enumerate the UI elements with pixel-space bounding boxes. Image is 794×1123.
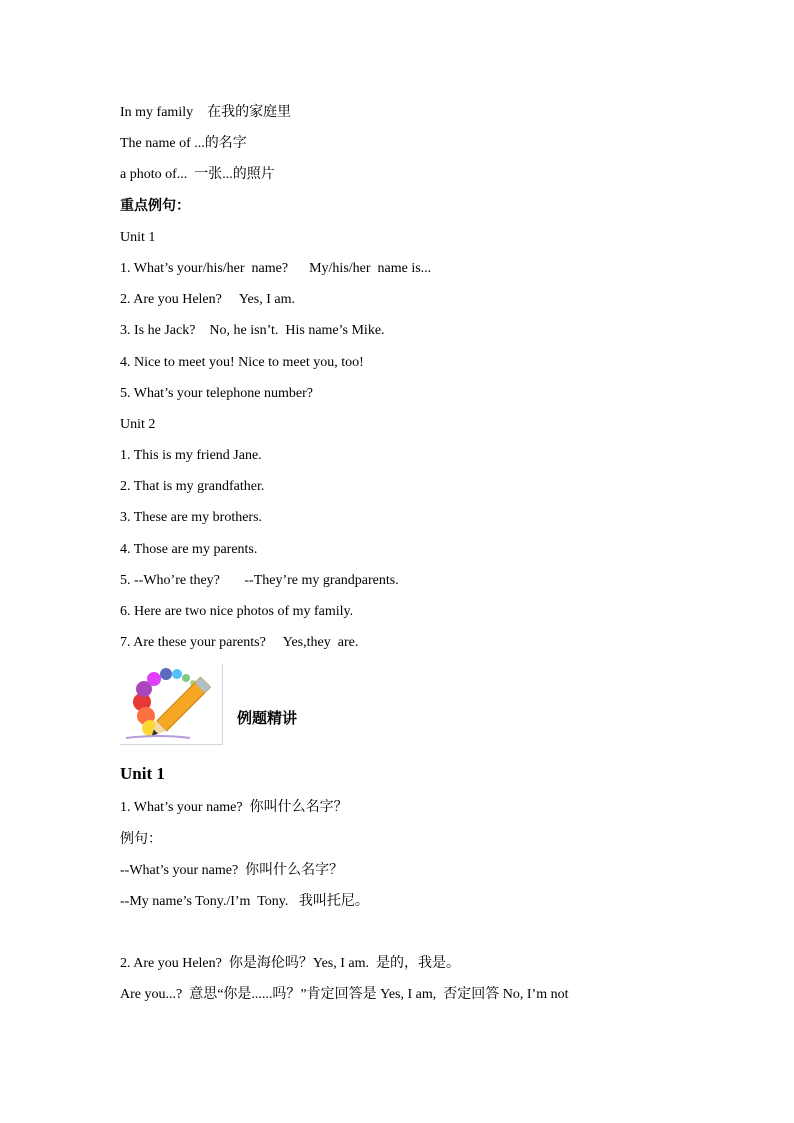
sentence: 5. --Who’re they? --They’re my grandparents. [120, 572, 399, 588]
sentence: 2. That is my grandfather. [120, 479, 265, 495]
intro-line: In my family 在我的家庭里 [120, 105, 292, 120]
sentence: 5. What’s your telephone number? [120, 385, 313, 401]
unit1-sentences [120, 253, 720, 409]
section-header [120, 664, 720, 752]
explanation-line: --What’s your name? 你叫什么名字？ [120, 862, 344, 878]
sentence: 3. Is he Jack? No, he isn’t. His name’s Mike. [120, 323, 385, 339]
unit1-label: Unit 1 [120, 229, 156, 245]
key-sentences-label: 重点例句： [120, 197, 190, 214]
intro-block [120, 97, 720, 191]
section-title: 例题精讲 [237, 709, 298, 728]
explanation-block-b [120, 948, 720, 1010]
sentence: 3. These are my brothers. [120, 510, 263, 526]
sentence: 6. Here are two nice photos of my family. [120, 604, 354, 619]
sentence: 4. Those are my parents. [120, 541, 258, 557]
intro-line: a photo of... 一张...的照片 [120, 167, 275, 183]
sentence: 4. Nice to meet you! Nice to meet you, too! [120, 354, 364, 370]
unit-heading: Unit 1 [120, 764, 165, 784]
explanation-block-a [120, 792, 720, 917]
unit2-label: Unit 2 [120, 416, 156, 432]
explanation-line: 例句： [120, 831, 162, 847]
spacer [120, 917, 720, 948]
unit2-sentences [120, 440, 720, 658]
explanation-line: 2. Are you Helen? 你是海伦吗？Yes, I am. 是的，我是。 [120, 956, 460, 972]
intro-line: The name of ...的名字 [120, 136, 247, 152]
sentence: 1. This is my friend Jane. [120, 448, 262, 464]
sentence: 2. Are you Helen? Yes, I am. [120, 292, 295, 308]
explanation-line: --My name’s Tony./I’m Tony. 我叫托尼。 [120, 893, 369, 909]
sentence: 1. What’s your/his/her name? My/his/her name is... [120, 260, 432, 276]
pencil-rainbow-icon [120, 664, 223, 745]
sentence: 7. Are these your parents? Yes,they are. [120, 635, 359, 651]
explanation-line: Are you...? 意思“你是......吗？”肯定回答是 Yes, I am, 否定回答 No, I’m not [120, 987, 569, 1003]
document-page [120, 97, 720, 1011]
explanation-line: 1. What’s your name? 你叫什么名字？ [120, 800, 348, 816]
